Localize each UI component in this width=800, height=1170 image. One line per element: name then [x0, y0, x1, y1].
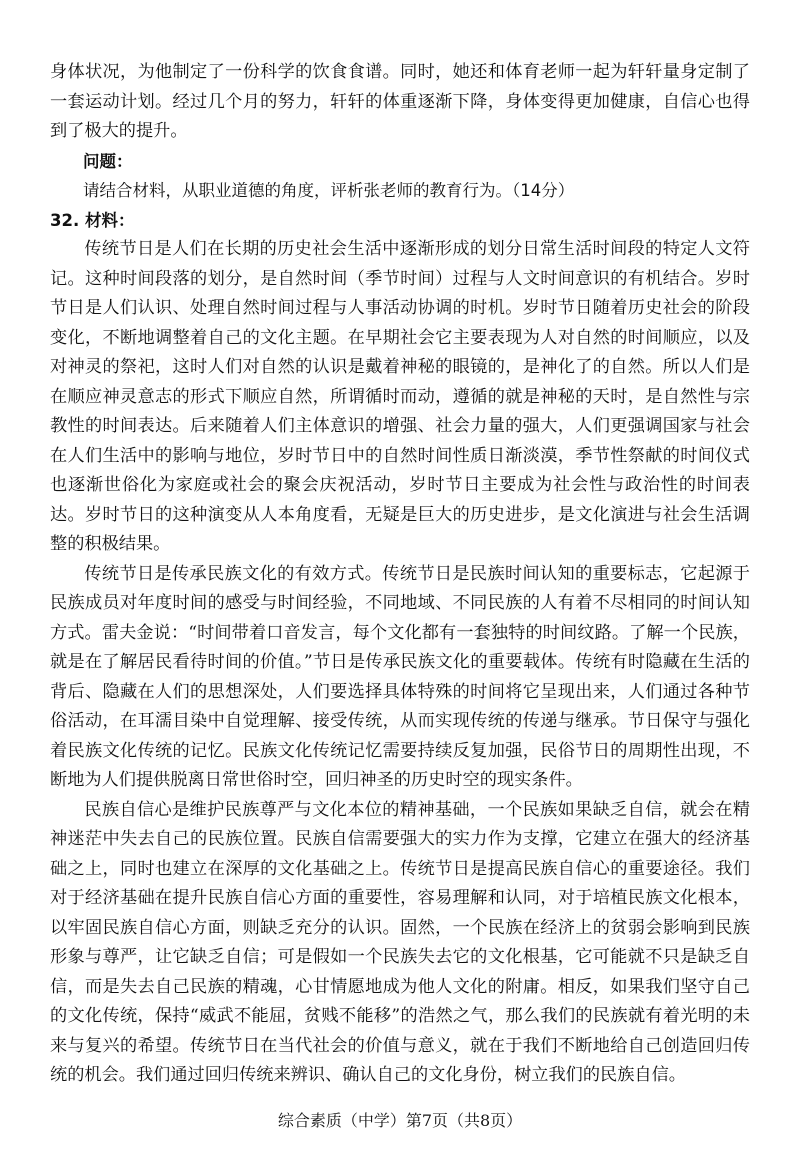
material-paragraph-3: 民族自信心是维护民族尊严与文化本位的精神基础，一个民族如果缺乏自信，就会在精神迷茫中失去自己的民族位置。民族自信需要强大的实力作为支撑，它建立在强大的经济基础之上，同时也建立在深厚的文化基础之上。传统节日是提高民族自信心的重要途径。我们对于经济基础在提升民族自信心方面的重要性，容易理解和认同，对于培植民族文化根本，以牢固民族自信心方面，则缺乏充分的认识。固然，一个民族在经济上的贫弱会影响到民族形象与尊严，让它缺乏自信；可是假如一个民族失去它的文化根基，它可能就不只是缺乏自信，而是失去自己民族的精魂，心甘情愿地成为他人文化的附庸。相反，如果我们坚守自己的文化传统，保持“威武不能屈，贫贱不能移”的浩然之气，那么我们的民族就有着光明的未来与复兴的希望。传统节日在当代社会的价值与意义，就在于我们不断地给自己创造回归传统的机会。我们通过回归传统来辨识、确认自己的文化身份，树立我们的民族自信。 [50, 799, 750, 1085]
page-footer: 综合素质（中学）第7页（共8页） [277, 1111, 523, 1130]
material-paragraph-2: 传统节日是传承民族文化的有效方式。传统节日是民族时间认知的重要标志，它起源于民族成员对年度时间的感受与时间经验，不同地域、不同民族的人有着不尽相同的时间认知方式。雷夫金说：“时间带着口音发言，每个文化都有一套独特的时间纹路。了解一个民族，就是在了解居民看待时间的价值。”节日是传承民族文化的重要载体。传统有时隐藏在生活的背后、隐藏在人们的思想深处，人们要选择具体特殊的时间将它呈现出来，人们通过各种节俗活动，在耳濡目染中自觉理解、接受传统，从而实现传统的传递与继承。节日保守与强化着民族文化传统的记忆。民族文化传统记忆需要持续反复加强，民俗节日的周期性出现，不断地为人们提供脱离日常世俗时空，回归神圣的历史时空的现实条件。 [50, 563, 750, 790]
question-32-heading: 32. 材料： [50, 210, 135, 230]
intro-paragraph: 身体状况，为他制定了一份科学的饮食食谱。同时，她还和体育老师一起为轩轩量身定制了一套运动计划。经过几个月的努力，轩轩的体重逐渐下降，身体变得更加健康，自信心也得到了极大的提升。 [50, 62, 750, 141]
document-page [50, 58, 750, 1091]
material-paragraph-1: 传统节日是人们在长期的历史社会生活中逐渐形成的划分日常生活时间段的特定人文符记。这种时间段落的划分，是自然时间（季节时间）过程与人文时间意识的有机结合。岁时节日是人们认识、处理自然时间过程与人事活动协调的时机。岁时节日随着历史社会的阶段变化，不断地调整着自己的文化主题。在早期社会它主要表现为人对自然的时间顺应，以及对神灵的祭祀，这时人们对自然的认识是戴着神秘的眼镜的，是神化了的自然。所以人们是在顺应神灵意志的形式下顺应自然，所谓循时而动，遵循的就是神秘的天时，是自然性与宗教性的时间表达。后来随着人们主体意识的增强、社会力量的强大，人们更强调国家与社会在人们生活中的影响与地位，岁时节日中的自然时间性质日渐淡漠，季节性祭献的时间仪式也逐渐世俗化为家庭或社会的聚会庆祝活动，岁时节日主要成为社会性与政治性的时间表达。岁时节日的这种演变从人本角度看，无疑是巨大的历史进步，是文化演进与社会生活调整的积极结果。 [50, 239, 750, 554]
question-label: 问题： [83, 151, 133, 171]
question-text: 请结合材料，从职业道德的角度，评析张老师的教育行为。（14分） [83, 181, 575, 200]
